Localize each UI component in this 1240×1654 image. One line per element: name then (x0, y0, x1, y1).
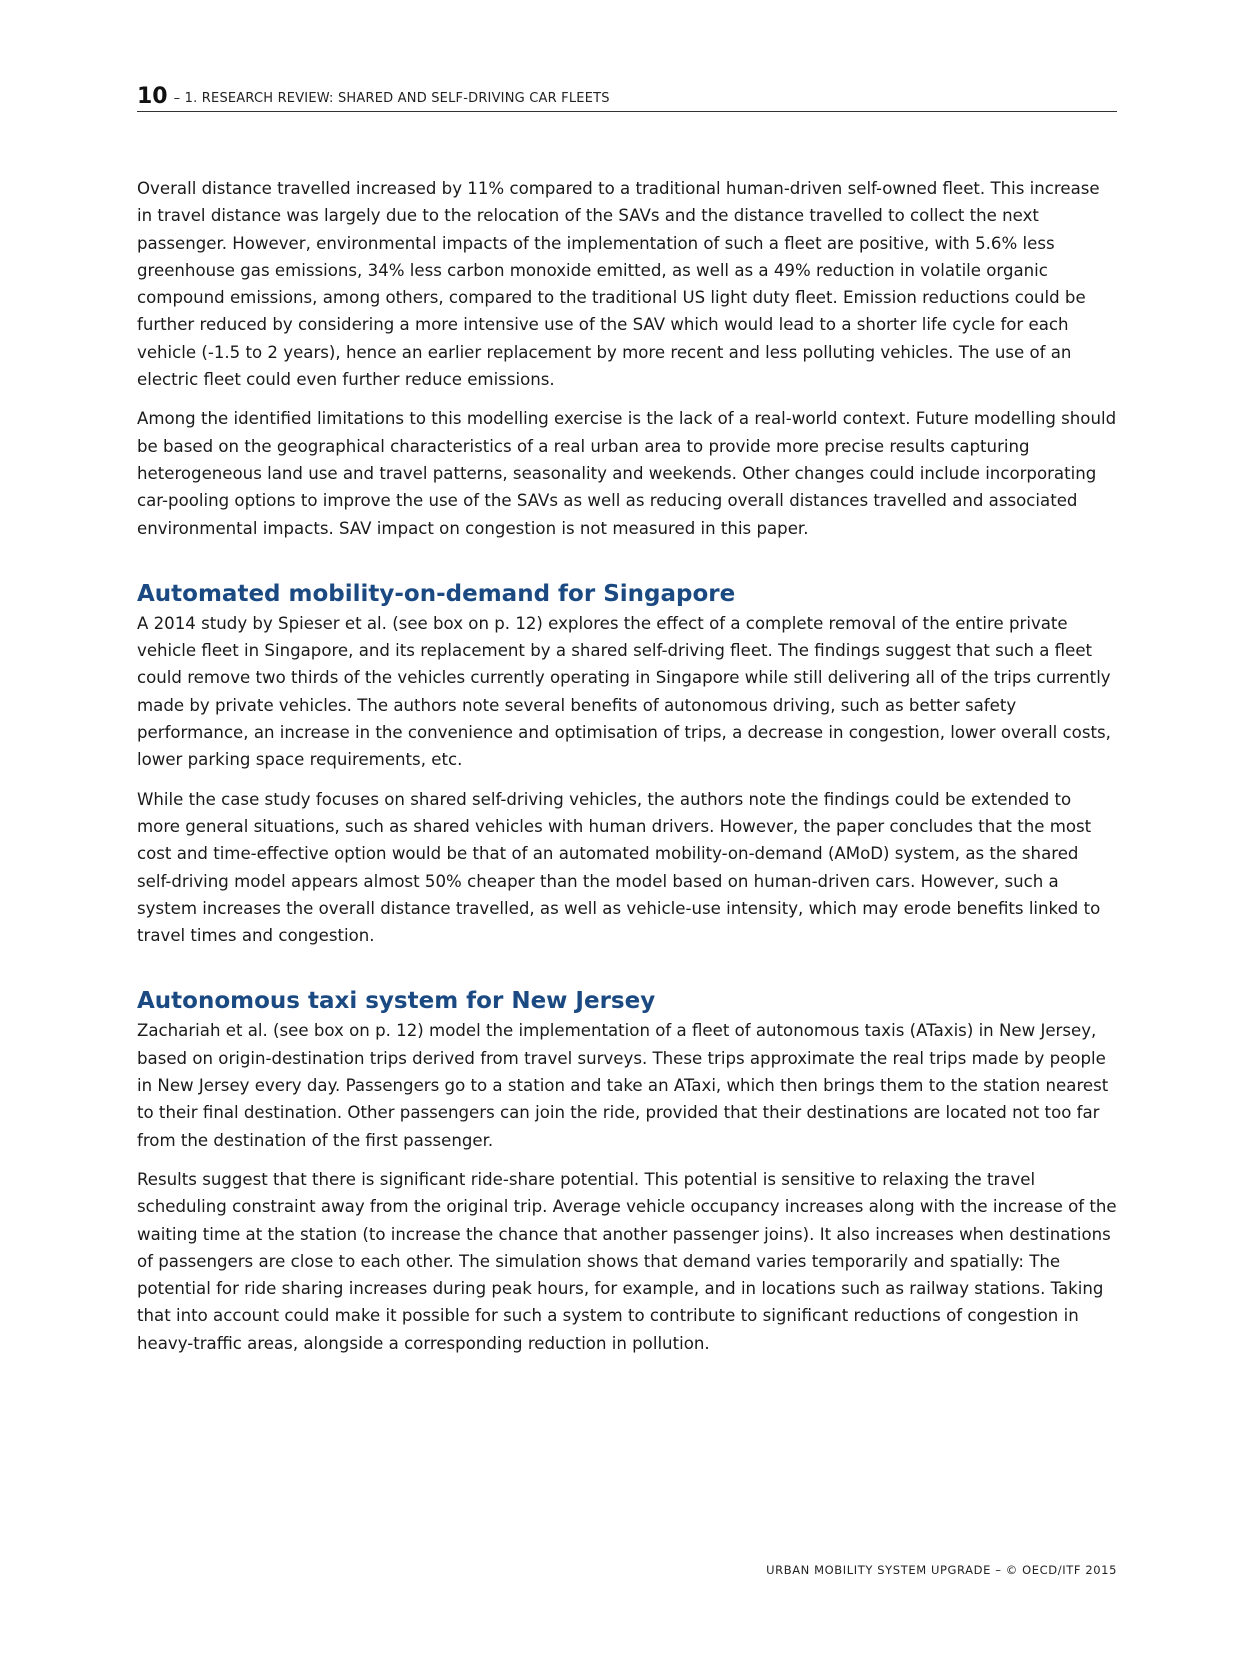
running-title: – 1. RESEARCH REVIEW: SHARED AND SELF-DRIVING CAR FLEETS (173, 91, 610, 106)
running-header (137, 82, 1117, 112)
paragraph-new-jersey-model: Zachariah et al. (see box on p. 12) model the implementation of a fleet of autonomous taxis (ATaxis) in New Jersey, based on origin-destination trips derived from travel surveys. These trips approximate the real trips made by people in New Jersey every day. Passengers go to a station and take an ATaxi, which then brings them to the station nearest to their final destination. Other passengers can join the ride, provided that their destinations are located not too far from the destination of the first passenger. (137, 1021, 1109, 1150)
paragraph-new-jersey-results: Results suggest that there is significant ride-share potential. This potential is sensitive to relaxing the travel scheduling constraint away from the original trip. Average vehicle occupancy increases along with the increase of the waiting time at the station (to increase the chance that another passenger joins). It also increases when destinations of passengers are close to each other. The simulation shows that demand varies temporarily and spatially: The potential for ride sharing increases during peak hours, for example, and in locations such as railway stations. Taking that into account could make it possible for such a system to contribute to significant reductions of congestion in heavy-traffic areas, alongside a corresponding reduction in pollution. (137, 1169, 1117, 1353)
paragraph-limitations: Among the identified limitations to this modelling exercise is the lack of a real-world context. Future modelling should be based on the geographical characteristics of a real urban area to provide more precise results capturing heterogeneous land use and travel patterns, seasonality and weekends. Other changes could include incorporating car-pooling options to improve the use of the SAVs as well as reducing overall distances travelled and associated environmental impacts. SAV impact on congestion is not measured in this paper. (137, 409, 1117, 538)
heading-new-jersey: Autonomous taxi system for New Jersey (137, 988, 656, 1015)
page-number: 10 (137, 84, 168, 109)
page-footer: URBAN MOBILITY SYSTEM UPGRADE – © OECD/ITF 2015 (766, 1563, 1117, 1577)
heading-singapore: Automated mobility-on-demand for Singapore (137, 580, 736, 607)
paragraph-singapore-findings: While the case study focuses on shared self-driving vehicles, the authors note the findings could be extended to more general situations, such as shared vehicles with human drivers. However, the paper concludes that the most cost and time-effective option would be that of an automated mobility-on-demand (AMoD) system, as the shared self-driving model appears almost 50% cheaper than the model based on human-driven cars. However, such a system increases the overall distance travelled, as well as vehicle-use intensity, which may erode benefits linked to travel times and congestion. (137, 789, 1101, 946)
page-content (137, 175, 1117, 1369)
paragraph-distance-travelled: Overall distance travelled increased by 11% compared to a traditional human-driven self-owned fleet. This increase in travel distance was largely due to the relocation of the SAVs and the distance travelled to collect the next passenger. However, environmental impacts of the implementation of such a fleet are positive, with 5.6% less greenhouse gas emissions, 34% less carbon monoxide emitted, as well as a 49% reduction in volatile organic compound emissions, among others, compared to the traditional US light duty fleet. Emission reductions could be further reduced by considering a more intensive use of the SAV which would lead to a shorter life cycle for each vehicle (-1.5 to 2 years), hence an earlier replacement by more recent and less polluting vehicles. The use of an electric fleet could even further reduce emissions. (137, 179, 1100, 390)
paragraph-singapore-study: A 2014 study by Spieser et al. (see box on p. 12) explores the effect of a complete removal of the entire private vehicle fleet in Singapore, and its replacement by a shared self-driving fleet. The findings suggest that such a fleet could remove two thirds of the vehicles currently operating in Singapore while still delivering all of the trips currently made by private vehicles. The authors note several benefits of autonomous driving, such as better safety performance, an increase in the convenience and optimisation of trips, a decrease in congestion, lower overall costs, lower parking space requirements, etc. (137, 613, 1111, 770)
